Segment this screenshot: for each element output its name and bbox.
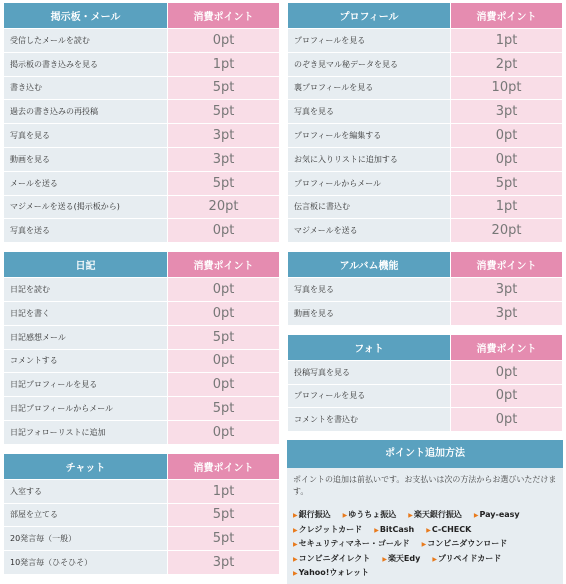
table-header-row bbox=[288, 3, 563, 29]
table-row bbox=[4, 76, 280, 100]
triangle-right-icon: ▶ bbox=[421, 541, 427, 549]
point-cost: 5pt bbox=[168, 527, 280, 551]
profile-table bbox=[287, 2, 563, 243]
payment-method-label: 楽天銀行振込 bbox=[413, 510, 462, 520]
point-cost: 3pt bbox=[451, 301, 563, 325]
payment-method-label: セキュリティマネー・ゴールド bbox=[298, 539, 410, 549]
triangle-right-icon: ▶ bbox=[473, 512, 479, 520]
table-row bbox=[4, 29, 280, 53]
payment-method-label: ゆうちょ振込 bbox=[348, 510, 397, 520]
point-cost: 1pt bbox=[168, 479, 280, 503]
table-row bbox=[288, 171, 563, 195]
payment-method-item bbox=[426, 523, 471, 538]
action-label: 過去の書き込みの再投稿 bbox=[4, 100, 168, 124]
action-label: 日記プロフィールからメール bbox=[4, 397, 168, 421]
payment-method-item bbox=[293, 566, 369, 581]
point-cost: 0pt bbox=[168, 219, 280, 243]
points-column-header: 消費ポイント bbox=[451, 252, 563, 278]
point-cost: 5pt bbox=[168, 76, 280, 100]
table-row bbox=[288, 219, 563, 243]
point-cost: 0pt bbox=[451, 384, 563, 408]
action-label: コメントを書込む bbox=[288, 408, 451, 432]
triangle-right-icon: ▶ bbox=[432, 555, 437, 563]
action-label: 日記プロフィールを見る bbox=[4, 373, 168, 397]
payment-methods-title: ポイント追加方法 bbox=[287, 440, 563, 468]
point-cost: 0pt bbox=[168, 301, 280, 325]
point-cost: 20pt bbox=[168, 195, 280, 219]
table-row bbox=[4, 147, 280, 171]
point-cost: 0pt bbox=[451, 360, 563, 384]
point-cost: 0pt bbox=[168, 278, 280, 302]
table-row bbox=[288, 278, 563, 302]
point-cost: 1pt bbox=[451, 29, 563, 53]
point-cost: 10pt bbox=[451, 76, 563, 100]
action-label: 投稿写真を見る bbox=[288, 360, 451, 384]
action-label: 日記感想メール bbox=[4, 325, 168, 349]
section-title: フォト bbox=[288, 334, 451, 360]
table-row bbox=[4, 124, 280, 148]
point-cost: 3pt bbox=[168, 551, 280, 575]
payment-description: ポイントの追加は前払いです。お支払いは次の方法からお選びいただけます。 bbox=[293, 475, 557, 497]
triangle-right-icon: ▶ bbox=[374, 526, 379, 534]
payment-method-item bbox=[474, 508, 520, 523]
payment-methods-panel bbox=[287, 440, 563, 584]
payment-method-label: コンビニダイレクト bbox=[298, 553, 371, 563]
action-label: 写真を見る bbox=[288, 278, 451, 302]
point-cost: 5pt bbox=[168, 325, 280, 349]
table-row bbox=[288, 301, 563, 325]
table-row bbox=[288, 76, 563, 100]
action-label: マジメールを送る bbox=[288, 219, 451, 243]
triangle-right-icon: ▶ bbox=[293, 512, 298, 520]
table-row bbox=[288, 408, 563, 432]
action-label: プロフィールからメール bbox=[288, 171, 451, 195]
photo-table bbox=[287, 334, 563, 432]
table-header-row bbox=[288, 334, 563, 360]
action-label: 動画を見る bbox=[4, 147, 168, 171]
point-cost: 3pt bbox=[168, 124, 280, 148]
table-header-row bbox=[4, 3, 280, 29]
table-row bbox=[4, 195, 280, 219]
triangle-right-icon: ▶ bbox=[426, 526, 431, 534]
chat-table bbox=[3, 453, 280, 575]
action-label: お気に入りリストに追加する bbox=[288, 147, 451, 171]
payment-method-item bbox=[408, 508, 462, 523]
point-cost: 0pt bbox=[168, 349, 280, 373]
table-row bbox=[4, 219, 280, 243]
action-label: 動画を見る bbox=[288, 301, 451, 325]
table-row bbox=[288, 100, 563, 124]
section-title: 掲示板・メール bbox=[4, 3, 168, 29]
table-row bbox=[288, 195, 563, 219]
left-column bbox=[3, 2, 280, 575]
action-label: 写真を送る bbox=[4, 219, 168, 243]
table-row bbox=[288, 360, 563, 384]
payment-method-label: 銀行振込 bbox=[298, 510, 331, 520]
payment-method-item bbox=[293, 523, 362, 538]
table-row bbox=[4, 52, 280, 76]
payment-method-label: プリペイドカード bbox=[437, 553, 502, 563]
table-row bbox=[4, 278, 280, 302]
point-cost: 2pt bbox=[451, 52, 563, 76]
section-title: 日記 bbox=[4, 252, 168, 278]
table-header-row bbox=[4, 252, 280, 278]
points-column-header: 消費ポイント bbox=[451, 3, 563, 29]
triangle-right-icon: ▶ bbox=[293, 526, 298, 534]
points-column-header: 消費ポイント bbox=[168, 453, 280, 479]
points-column-header: 消費ポイント bbox=[168, 252, 280, 278]
payment-method-item bbox=[293, 552, 370, 567]
table-row bbox=[4, 527, 280, 551]
point-cost: 20pt bbox=[451, 219, 563, 243]
payment-method-item bbox=[374, 523, 414, 538]
payment-method-label: コンビニダウンロード bbox=[427, 539, 508, 549]
payment-method-item bbox=[432, 552, 501, 567]
table-row bbox=[288, 124, 563, 148]
point-cost: 0pt bbox=[168, 29, 280, 53]
action-label: メールを送る bbox=[4, 171, 168, 195]
table-row bbox=[4, 349, 280, 373]
points-column-header: 消費ポイント bbox=[168, 3, 280, 29]
section-title: プロフィール bbox=[288, 3, 451, 29]
section-title: アルバム機能 bbox=[288, 252, 451, 278]
action-label: コメントする bbox=[4, 349, 168, 373]
payment-method-item bbox=[422, 537, 508, 552]
right-column bbox=[287, 2, 563, 584]
action-label: 掲示板の書き込みを見る bbox=[4, 52, 168, 76]
table-row bbox=[4, 100, 280, 124]
action-label: のぞき見マル秘データを見る bbox=[288, 52, 451, 76]
action-label: プロフィールを見る bbox=[288, 29, 451, 53]
action-label: 部屋を立てる bbox=[4, 503, 168, 527]
action-label: 写真を見る bbox=[4, 124, 168, 148]
point-cost: 5pt bbox=[168, 100, 280, 124]
payment-method-label: Yahoo!ウォレット bbox=[298, 568, 370, 578]
triangle-right-icon: ▶ bbox=[293, 541, 298, 549]
table-row bbox=[288, 384, 563, 408]
payment-method-item bbox=[343, 508, 397, 523]
payment-method-label: Pay-easy bbox=[479, 510, 520, 520]
point-cost: 0pt bbox=[451, 408, 563, 432]
table-header-row bbox=[4, 453, 280, 479]
payment-method-label: 楽天Edy bbox=[387, 553, 421, 563]
payment-methods-body bbox=[287, 468, 563, 584]
payment-method-label: BitCash bbox=[379, 524, 415, 534]
table-header-row bbox=[288, 252, 563, 278]
table-row bbox=[4, 420, 280, 444]
payment-method-item bbox=[382, 552, 420, 567]
album-table bbox=[287, 251, 563, 326]
point-cost: 1pt bbox=[168, 52, 280, 76]
action-label: 伝言板に書込む bbox=[288, 195, 451, 219]
triangle-right-icon: ▶ bbox=[408, 512, 413, 520]
action-label: プロフィールを編集する bbox=[288, 124, 451, 148]
table-row bbox=[4, 171, 280, 195]
action-label: マジメールを送る(掲示板から) bbox=[4, 195, 168, 219]
point-cost: 3pt bbox=[168, 147, 280, 171]
point-cost: 0pt bbox=[168, 420, 280, 444]
table-row bbox=[4, 301, 280, 325]
payment-method-item bbox=[293, 537, 410, 552]
triangle-right-icon: ▶ bbox=[342, 512, 348, 520]
payment-method-label: C-CHECK bbox=[431, 524, 472, 534]
table-row bbox=[4, 325, 280, 349]
board-mail-table bbox=[3, 2, 280, 243]
table-row bbox=[4, 397, 280, 421]
point-cost: 5pt bbox=[451, 171, 563, 195]
point-cost: 5pt bbox=[168, 397, 280, 421]
action-label: 書き込む bbox=[4, 76, 168, 100]
action-label: 裏プロフィールを見る bbox=[288, 76, 451, 100]
point-cost: 1pt bbox=[451, 195, 563, 219]
payment-method-label: クレジットカード bbox=[298, 524, 363, 534]
action-label: 日記を読む bbox=[4, 278, 168, 302]
table-row bbox=[288, 147, 563, 171]
triangle-right-icon: ▶ bbox=[293, 555, 298, 563]
action-label: プロフィールを見る bbox=[288, 384, 451, 408]
table-row bbox=[4, 503, 280, 527]
action-label: 写真を見る bbox=[288, 100, 451, 124]
points-column-header: 消費ポイント bbox=[451, 334, 563, 360]
payment-method-list bbox=[293, 508, 557, 581]
action-label: 日記を書く bbox=[4, 301, 168, 325]
diary-table bbox=[3, 251, 280, 445]
table-row bbox=[288, 29, 563, 53]
action-label: 10発言毎（ひそひそ） bbox=[4, 551, 168, 575]
triangle-right-icon: ▶ bbox=[382, 555, 387, 563]
point-cost: 5pt bbox=[168, 503, 280, 527]
action-label: 日記フォローリストに追加 bbox=[4, 420, 168, 444]
point-cost: 5pt bbox=[168, 171, 280, 195]
action-label: 入室する bbox=[4, 479, 168, 503]
point-cost: 3pt bbox=[451, 278, 563, 302]
point-cost: 0pt bbox=[168, 373, 280, 397]
point-cost: 0pt bbox=[451, 124, 563, 148]
triangle-right-icon: ▶ bbox=[293, 570, 298, 578]
payment-method-item bbox=[293, 508, 331, 523]
point-cost: 0pt bbox=[451, 147, 563, 171]
section-title: チャット bbox=[4, 453, 168, 479]
action-label: 受信したメールを読む bbox=[4, 29, 168, 53]
table-row bbox=[4, 373, 280, 397]
table-row bbox=[288, 52, 563, 76]
action-label: 20発言毎（一般） bbox=[4, 527, 168, 551]
table-row bbox=[4, 479, 280, 503]
point-cost: 3pt bbox=[451, 100, 563, 124]
table-row bbox=[4, 551, 280, 575]
